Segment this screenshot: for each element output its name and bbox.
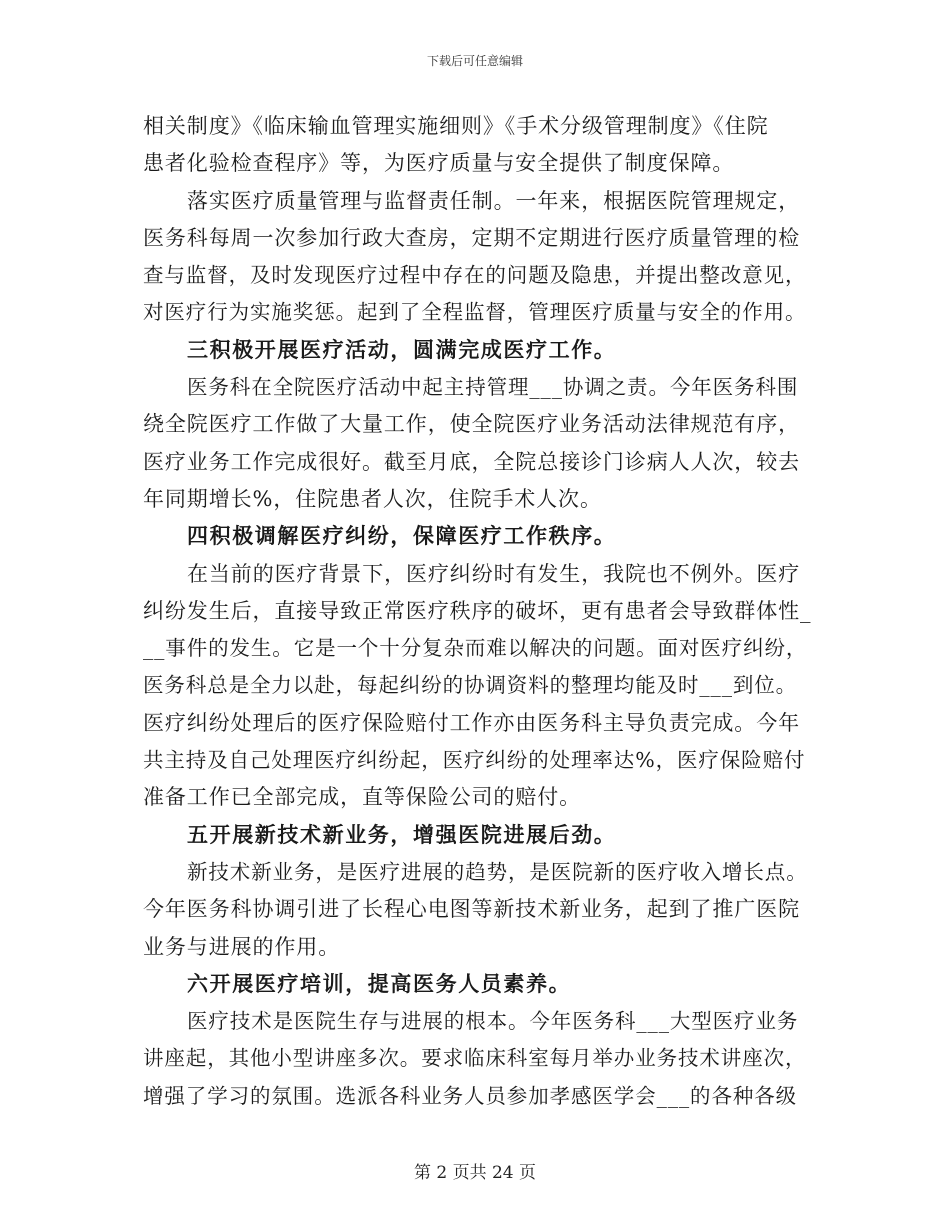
body-text-line: 在当前的医疗背景下，医疗纠纷时有发生，我院也不例外。医疗 bbox=[187, 561, 801, 586]
body-text-line: 对医疗行为实施奖惩。起到了全程监督，管理医疗质量与安全的作用。 bbox=[143, 300, 807, 325]
body-text-line: 医疗技术是医院生存与进展的根本。今年医务科___大型医疗业务 bbox=[187, 1009, 799, 1034]
body-text-line: 新技术新业务，是医疗进展的趋势，是医院新的医疗收入增长点。 bbox=[187, 859, 808, 884]
body-text-line: 医务科每周一次参加行政大查房，定期不定期进行医疗质量管理的检 bbox=[143, 225, 800, 250]
body-text-line: 医务科在全院医疗活动中起主持管理___协调之责。今年医务科围 bbox=[187, 375, 799, 400]
body-text-line: 讲座起，其他小型讲座多次。要求临床科室每月举办业务技术讲座次， bbox=[143, 1046, 807, 1071]
body-text-line: 患者化验检查程序》等，为医疗质量与安全提供了制度保障。 bbox=[143, 151, 735, 176]
body-text-line: 绕全院医疗工作做了大量工作，使全院医疗业务活动法律规范有序， bbox=[143, 412, 800, 437]
body-text-line: 增强了学习的氛围。选派各科业务人员参加孝感医学会___的各种各级 bbox=[143, 1083, 798, 1108]
body-text-line: 共主持及自己处理医疗纠纷起，医疗纠纷的处理率达%，医疗保险赔付 bbox=[143, 748, 806, 773]
page-header: 下载后可任意编辑 bbox=[426, 54, 523, 68]
body-text-line: 查与监督，及时发现医疗过程中存在的问题及隐患，并提出整改意见， bbox=[143, 263, 807, 288]
body-text-line: 准备工作已全部完成，直等保险公司的赔付。 bbox=[143, 785, 581, 810]
body-text-line: 医务科总是全力以赴，每起纠纷的协调资料的整理均能及时___到位。 bbox=[143, 673, 798, 698]
body-text-line: 医疗业务工作完成很好。截至月底，全院总接诊门诊病人人次，较去 bbox=[143, 449, 800, 474]
document-body bbox=[143, 108, 811, 1115]
body-text-line: 业务与进展的作用。 bbox=[143, 934, 341, 959]
body-text-line: __事件的发生。它是一个十分复杂而难以解决的问题。面对医疗纠纷， bbox=[143, 636, 808, 661]
body-text-line: 医疗纠纷处理后的医疗保险赔付工作亦由医务科主导负责完成。今年 bbox=[143, 710, 800, 735]
body-text-line: 今年医务科协调引进了长程心电图等新技术新业务，起到了推广医院 bbox=[143, 897, 800, 922]
section-heading: 五开展新技术新业务，增强医院进展后劲。 bbox=[187, 822, 617, 847]
body-text-line: 年同期增长%，住院患者人次，住院手术人次。 bbox=[143, 486, 602, 511]
body-text-line: 落实医疗质量管理与监督责任制。一年来，根据医院管理规定， bbox=[187, 188, 801, 213]
body-text-line: 纠纷发生后，直接导致正常医疗秩序的破坏，更有患者会导致群体性_ bbox=[143, 598, 812, 623]
section-heading: 三积极开展医疗活动，圆满完成医疗工作。 bbox=[187, 337, 617, 362]
page-footer: 第 2 页共 24 页 bbox=[413, 1163, 537, 1183]
section-heading: 四积极调解医疗纠纷，保障医疗工作秩序。 bbox=[187, 524, 617, 549]
body-text-line: 相关制度》《临床输血管理实施细则》《手术分级管理制度》《住院 bbox=[143, 114, 769, 138]
section-heading: 六开展医疗培训，提高医务人员素养。 bbox=[187, 971, 572, 996]
